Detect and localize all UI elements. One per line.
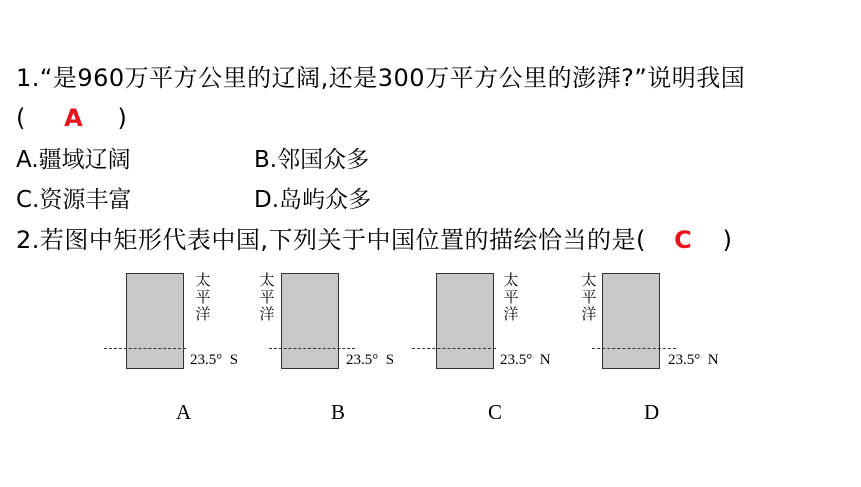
figure-b-caption: B [331,400,346,424]
figure-c-caption: C [488,400,503,424]
pacific-label: 太平洋 [195,271,211,323]
question-2-answer: C [674,226,693,254]
latitude-label: 23.5° N [668,352,719,368]
china-rectangle [436,273,494,369]
figure-d-caption: D [644,400,660,424]
pacific-label: 太平洋 [581,271,597,323]
figure-b [256,268,416,378]
china-rectangle [281,273,339,369]
option-d: D.岛屿众多 [254,187,372,213]
option-c: C.资源丰富 [16,187,132,213]
china-rectangle [602,273,660,369]
figure-d [578,268,738,378]
latitude-label: 23.5° N [500,352,551,368]
latitude-label: 23.5° S [190,352,239,368]
question-1-answer-row: ( A ) [16,104,128,132]
option-a: A.疆域辽阔 [16,147,131,173]
question-2-text: 2.若图中矩形代表中国,下列关于中国位置的描绘恰当的是( C ) [16,226,733,254]
option-b: B.邻国众多 [254,147,370,173]
china-rectangle [126,273,184,369]
pacific-label: 太平洋 [503,271,519,323]
question-1-text: 1.“是960万平方公里的辽阔,还是300万平方公里的澎湃?”说明我国 [16,64,746,92]
figure-a-caption: A [176,400,192,424]
figure-c [412,268,572,378]
pacific-label: 太平洋 [259,271,275,323]
tropic-line [269,348,355,349]
tropic-line [412,348,496,349]
tropic-line [104,348,186,349]
tropic-line [592,348,676,349]
figure-a [104,268,264,378]
latitude-label: 23.5° S [346,352,395,368]
question-1-answer: A [64,104,84,132]
